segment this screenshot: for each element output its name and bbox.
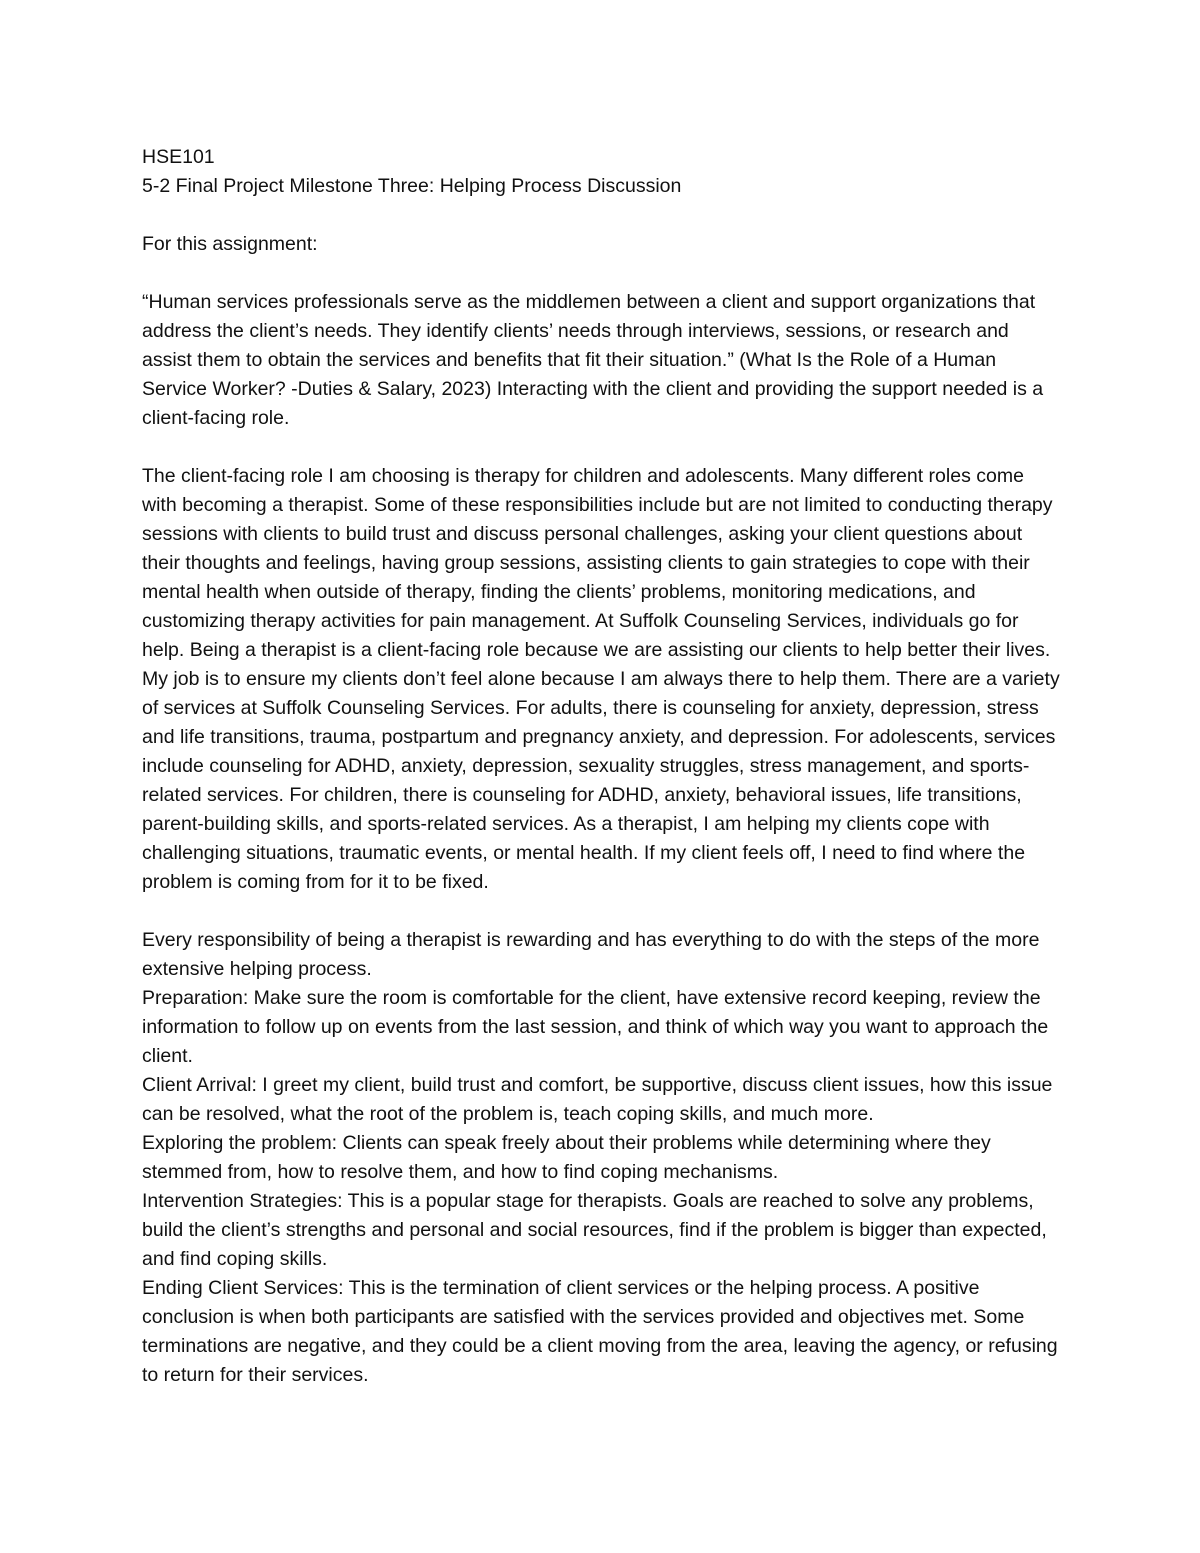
step-ending-client-services: Ending Client Services: This is the termination of client services or the helping process. A positive conclusion is when both participants are satisfied with the services provided and objectives met. Some terminations are negative, and they could be a client moving from the area, leaving the agency, or refusing to return for their services. xyxy=(142,1277,1058,1386)
spacer xyxy=(142,433,1062,462)
intro-quote-paragraph: “Human services professionals serve as the middlemen between a client and support organizations that address the client’s needs. They identify clients’ needs through interviews, sessions, or research and assist them to obtain the services and benefits that fit their situation.” (What Is the Role of a Human Service Worker? -Duties & Salary, 2023) Interacting with the client and providing the support needed is a client-facing role. xyxy=(142,291,1044,429)
step-intervention-strategies: Intervention Strategies: This is a popular stage for therapists. Goals are reached to solve any problems, build the client’s strengths and personal and social resources, find if the problem is bigger than expected, and find coping skills. xyxy=(142,1190,1047,1270)
step-exploring-problem: Exploring the problem: Clients can speak freely about their problems while determining where they stemmed from, how to resolve them, and how to find coping mechanisms. xyxy=(142,1132,991,1183)
course-code: HSE101 xyxy=(142,146,215,168)
document-page xyxy=(142,143,1062,1390)
assignment-label: For this assignment: xyxy=(142,233,318,255)
steps-intro-paragraph: Every responsibility of being a therapist is rewarding and has everything to do with the steps of the more extensive helping process. xyxy=(142,929,1040,980)
step-preparation: Preparation: Make sure the room is comfortable for the client, have extensive record keeping, review the information to follow up on events from the last session, and think of which way you want to approach the client. xyxy=(142,987,1049,1067)
step-client-arrival: Client Arrival: I greet my client, build trust and comfort, be supportive, discuss client issues, how this issue can be resolved, what the root of the problem is, teach coping skills, and much more. xyxy=(142,1074,1053,1125)
document-title: 5-2 Final Project Milestone Three: Helping Process Discussion xyxy=(142,175,682,197)
spacer xyxy=(142,897,1062,926)
spacer xyxy=(142,259,1062,288)
spacer xyxy=(142,201,1062,230)
role-paragraph: The client-facing role I am choosing is therapy for children and adolescents. Many different roles come with becoming a therapist. Some of these responsibilities include but are not limited to conducting therapy sessions with clients to build trust and discuss personal challenges, asking your client questions about their thoughts and feelings, having group sessions, assisting clients to gain strategies to cope with their mental health when outside of therapy, finding the clients’ problems, monitoring medications, and customizing therapy activities for pain management. At Suffolk Counseling Services, individuals go for help. Being a therapist is a client-facing role because we are assisting our clients to help better their lives. My job is to ensure my clients don’t feel alone because I am always there to help them. There are a variety of services at Suffolk Counseling Services. For adults, there is counseling for anxiety, depression, stress and life transitions, trauma, postpartum and pregnancy anxiety, and depression. For adolescents, services include counseling for ADHD, anxiety, depression, sexuality struggles, stress management, and sports-related services. For children, there is counseling for ADHD, anxiety, behavioral issues, life transitions, parent-building skills, and sports-related services. As a therapist, I am helping my clients cope with challenging situations, traumatic events, or mental health. If my client feels off, I need to find where the problem is coming from for it to be fixed. xyxy=(142,465,1060,893)
